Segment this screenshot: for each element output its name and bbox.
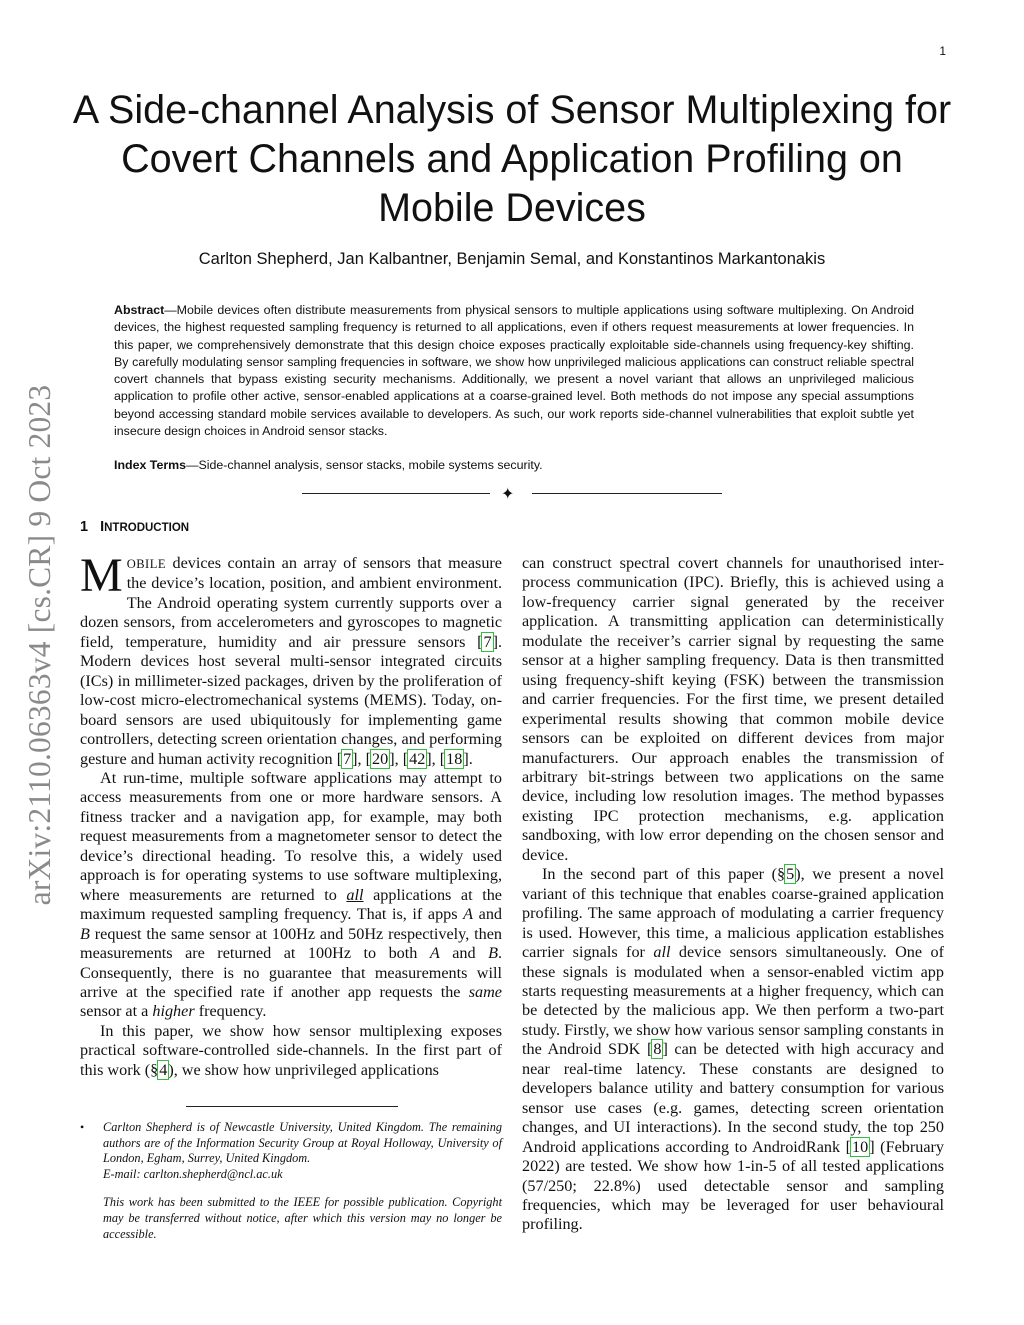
citation-link[interactable]: 42	[409, 749, 426, 768]
math-var: B	[488, 944, 498, 963]
text-run: . Modern devices host several multi-sensor integrated circuits (ICs) in millimeter-sized packages, driven by the proliferation of low-cost micro-electromechanical systems (MEMS). Today, on-board sensors are used ubiquitously for implementing game controllers, detecting screen orientation changes, and performing gesture and human activity recognition	[80, 632, 502, 768]
footnote-block	[80, 1120, 502, 1255]
footnote-affiliation	[103, 1120, 502, 1182]
citation-link[interactable]: 7	[343, 749, 352, 768]
citation-link[interactable]: 10	[852, 1137, 869, 1156]
paragraph	[80, 1022, 502, 1080]
emphasis: higher	[152, 1002, 195, 1021]
math-var: A	[463, 905, 474, 924]
citation-link[interactable]: 18	[446, 749, 463, 768]
index-terms	[114, 458, 914, 472]
paragraph: In the second part of this paper (§5), we present a novel variant of this technique that enables coarse-grained application profiling. The same approach of modulating a carrier frequency is used. However, this time, a malicious application establishes carrier signals for all device sensors simultaneously. One of these signals is modulated when a sensor-enabled victim app starts requesting measurements at a higher frequency, which can be detected by the malicious app. We then perform a two-part study. Firstly, we show how various sensor sampling constants in the Android SDK [8] can be detected with high accuracy and near real-time latency. These constants are designed to developers balance utility and battery consumption for various sensor use cases (e.g. games, detecting screen orientation changes, and UI interactions). In the second study, the top 250 Android applications according to AndroidRank [10] (February 2022) are tested. We show how 1-in-5 of all tested applications (57/250; 22.8%) used detectable sensor and sampling frequencies, which may be leveraged for user behavioural profiling.	[522, 865, 944, 1234]
math-var: B	[80, 924, 90, 943]
page-number: 1	[939, 44, 946, 58]
text-run: . Consequently, there is no guarantee that measurements will arrive at the specified rate if another app requests the	[80, 944, 502, 1001]
text-run: devices contain an array of sensors that measure the device’s location, position, and ambient environment. The Android operating system currently supports over a dozen sensors, from accelerometers and gyroscopes to magnetic field, temperature, humidity and air pressure sensors	[80, 554, 502, 651]
section-separator	[0, 484, 1024, 504]
left-column	[80, 549, 503, 1080]
author-list: Carlton Shepherd, Jan Kalbantner, Benjamin Semal, and Konstantinos Markantonakis	[198, 250, 826, 268]
emphasis: all	[653, 943, 671, 962]
text-run: At run-time, multiple software applications may attempt to access measurements from one or more hardware sensors. A fitness tracker and a navigation app, for example, may both request measurements from a magnetometer sensor to detect the device’s directional heading. To resolve this, a widely used approach is for operating systems to use software multiplexing, where measurements are returned to	[80, 768, 502, 904]
drop-cap: M	[80, 549, 123, 602]
abstract	[114, 302, 914, 440]
separator-rule-right	[532, 493, 722, 494]
footnote-rule	[186, 1106, 398, 1107]
text-run: In the second part of this paper (§	[542, 865, 786, 884]
citation-link[interactable]: 7	[483, 632, 492, 651]
abstract-label: Abstract	[114, 303, 165, 317]
text-run: and	[473, 905, 503, 924]
section-link[interactable]: 4	[159, 1060, 168, 1079]
section-title-rest: NTRODUCTION	[104, 522, 190, 534]
text-run: In this paper, we show how sensor multiplexing exposes practical software-controlled side-channels. In the first part of this work (§	[80, 1021, 502, 1079]
text-run: frequency.	[194, 1002, 267, 1021]
text-run: can be detected with high accuracy and near real-time latency. These constants are designed to developers balance utility and battery consumption for various sensor use cases (e.g. games, detecting screen orientation changes, and UI interactions). In the second study, the top 250 Android applications according to AndroidRank	[522, 1040, 944, 1156]
abstract-text: —Mobile devices often distribute measurements from physical sensors to multiple applications using software multiplexing. On Android devices, the highest requested sampling frequency is returned to all applications, even if others request measurements at lower frequencies. In this paper, we comprehensively demonstrate that this design choice exposes practically exploitable side-channels using frequency-key shifting. By carefully modulating sensor sampling frequencies in software, we show how unprivileged malicious applications can construct reliable spectral covert channels that bypass existing security mechanisms. Additionally, we present a novel variant that allows an unprivileged malicious application to profile other active, sensor-enabled applications at a coarse-grained level. Both methods do not impose any special assumptions beyond accessing standard mobile services available to developers. As such, our work reports side-channel vulnerabilities that exploit subtle yet insecure design choices in Android sensor stacks.	[114, 303, 914, 439]
arxiv-stamp-text: arXiv:2110.06363v4 [cs.CR] 9 Oct 2023	[22, 384, 57, 906]
index-terms-text: —Side-channel analysis, sensor stacks, mobile systems security.	[186, 458, 543, 472]
paragraph	[80, 769, 502, 1022]
citation-link[interactable]: 8	[653, 1040, 662, 1059]
math-var: A	[429, 944, 440, 963]
smallcaps-word: OBILE	[126, 557, 166, 571]
section-link[interactable]: 5	[786, 865, 795, 884]
section-first-letter: I	[100, 519, 105, 535]
index-terms-label: Index Terms	[114, 458, 187, 472]
text-run: .	[468, 749, 473, 768]
text-run: Carlton Shepherd is of Newcastle University, United Kingdom. The remaining authors are of the Information Security Group at Royal Holloway, University of London, Egham, Surrey, United Kingdom.	[103, 1120, 502, 1166]
separator-rule-left	[302, 493, 490, 494]
paragraph: MOBILE devices contain an array of sensors that measure the device’s location, position, and ambient environment. The Android operating system currently supports over a dozen sensors, from accelerometers and gyroscopes to magnetic field, temperature, humidity and air pressure sensors [7]. Modern devices host several multi-sensor integrated circuits (ICs) in millimeter-sized packages, driven by the proliferation of low-cost micro-electromechanical systems (MEMS). Today, on-board sensors are used ubiquitously for implementing game controllers, detecting screen orientation changes, and performing gesture and human activity recognition [7], [20], [42], [18].	[80, 549, 502, 768]
text-run: sensor at a	[80, 1002, 153, 1021]
emphasis: same	[468, 982, 502, 1001]
text-run: applications at the maximum requested sampling frequency. That is, if apps	[80, 885, 502, 924]
text-run: request the same sensor at 100Hz and 50Hz respectively, then measurements are returned at 100Hz to both	[80, 924, 502, 963]
text-run: and	[439, 944, 489, 963]
paper-title: A Side-channel Analysis of Sensor Multiplexing for Covert Channels and Application Profiling on Mobile Devices	[72, 88, 952, 230]
text-run: ), we present a novel variant of this technique that enables coarse-grained application profiling. The same approach of modulating a carrier frequency is used. However, this time, a malicious application establishes carrier signals for	[522, 865, 944, 962]
text-run: ), we show how unprivileged applications	[168, 1060, 439, 1079]
emphasis: all	[346, 885, 364, 904]
footnote-bullet: •	[80, 1120, 85, 1134]
text-run: (February 2022) are tested. We show how 1-in-5 of all tested applications (57/250; 22.8%) used detectable sensor and sampling frequencies, which may be leveraged for user behavioural profiling.	[522, 1137, 944, 1234]
separator-diamond-icon: ✦	[501, 484, 515, 503]
section-heading	[80, 519, 189, 535]
footnote-notice: This work has been submitted to the IEEE for possible publication. Copyright may be transferred without notice, after which this version may no longer be accessible.	[103, 1195, 502, 1241]
paragraph: can construct spectral covert channels for unauthorised inter-process communication (IPC). Briefly, this is achieved using a low-frequency carrier signal generated by the receiver application. A transmitting application can deterministically modulate the receiver’s carrier signal by requesting the same sensor at a higher sampling frequency. Data is then transmitted using frequency-shift keying (FSK) between the transmission and carrier frequencies. For the first time, we present detailed experimental results showing that common mobile device sensors can be exploited on different devices from major manufacturers. Our approach enables the transmission of arbitrary bit-strings between two applications on the same device, including low resolution images. The method bypasses existing IPC protection mechanisms, e.g. application sandboxing, with low error depending on the chosen sensor and device.	[522, 554, 944, 864]
right-column	[522, 554, 944, 1235]
section-number: 1	[80, 519, 89, 535]
footnote-body	[103, 1120, 502, 1242]
citation-link[interactable]: 20	[372, 749, 389, 768]
text-run: device sensors simultaneously. One of these signals is modulated when a sensor-enabled victim app starts requesting measurements at a higher frequency, which can be detected by the malicious app. We then perform a two-part study. Firstly, we show how various sensor sampling constants in the Android SDK	[522, 943, 944, 1059]
footnote-email: E-mail: carlton.shepherd@ncl.ac.uk	[103, 1166, 283, 1181]
